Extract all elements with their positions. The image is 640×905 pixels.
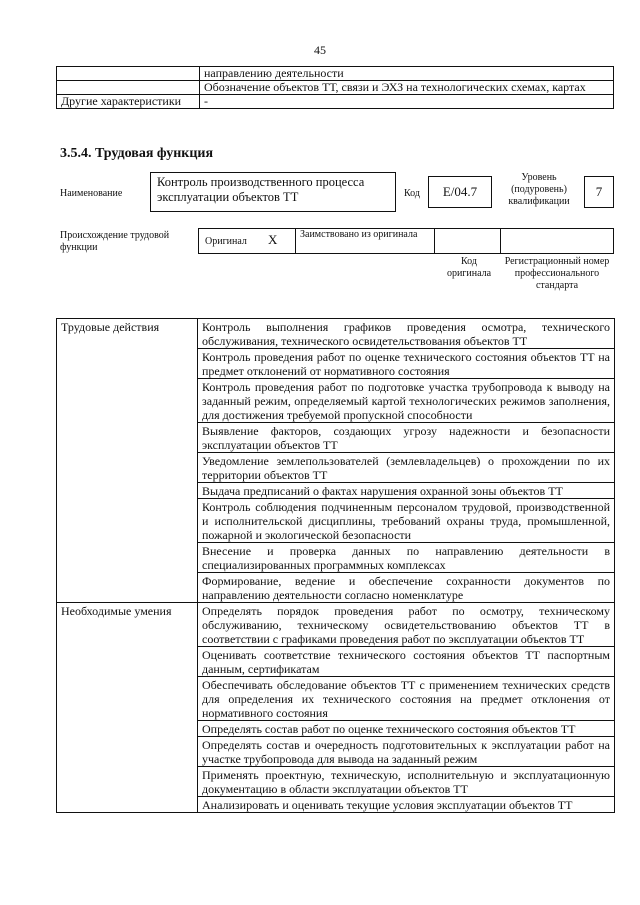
list-item: Внесение и проверка данных по направлению деятельности в специализированных программных комплексах — [198, 543, 615, 573]
list-item: Выдача предписаний о фактах нарушения охранной зоны объектов ТТ — [198, 483, 615, 499]
row-value-cell: - — [200, 95, 614, 109]
table-row — [57, 67, 614, 81]
list-item: Анализировать и оценивать текущие условия эксплуатации объектов ТТ — [198, 797, 615, 813]
section-label-cell: Необходимые умения — [57, 603, 198, 813]
origin-code-cell — [434, 228, 501, 254]
table-row — [57, 319, 615, 349]
list-item: Контроль соблюдения подчиненным персоналом трудовой, производственной и исполнительской дисциплины, требований охраны труда, промышленной, пожарной и экологической безопасности — [198, 499, 615, 543]
table-row — [57, 95, 614, 109]
borrowed-label: Заимствовано из оригинала — [300, 229, 418, 240]
labor-function-table — [56, 318, 615, 813]
list-item: Определять состав работ по оценке технического состояния объектов ТТ — [198, 721, 615, 737]
row-label-cell: Другие характеристики — [57, 95, 200, 109]
section-title: 3.5.4. Трудовая функция — [60, 146, 214, 161]
level-label: Уровень (подуровень) квалификации — [508, 172, 570, 207]
list-item: Уведомление землепользователей (землевладельцев) о прохождении по их территории объектов ТТ — [198, 453, 615, 483]
code-label: Код — [404, 188, 420, 199]
list-item: Определять состав и очередность подготовительных к эксплуатации работ на участке трубопровода для вывода на заданный режим — [198, 737, 615, 767]
list-item: Оценивать соответствие технического состояния объектов ТТ паспортным данным, сертификатам — [198, 647, 615, 677]
reg-number-caption: Регистрационный номер профессионального стандарта — [504, 256, 610, 291]
level-value-box: 7 — [584, 176, 614, 208]
table-row — [57, 81, 614, 95]
original-label: Оригинал — [205, 236, 247, 247]
continuation-table — [56, 66, 614, 109]
reg-number-cell — [500, 228, 614, 254]
code-original-caption: Код оригинала — [446, 256, 492, 279]
original-mark: X — [268, 232, 278, 247]
page-number: 45 — [314, 43, 326, 57]
row-value-cell: направлению деятельности — [200, 67, 614, 81]
section-label-cell: Трудовые действия — [57, 319, 198, 603]
table-row — [57, 603, 615, 647]
list-item: Контроль проведения работ по оценке технического состояния объектов ТТ на предмет отклонений от нормативного состояния — [198, 349, 615, 379]
list-item: Формирование, ведение и обеспечение сохранности документов по направлению деятельности согласно номенклатуре — [198, 573, 615, 603]
origin-label: Происхождение трудовой функции — [60, 230, 170, 253]
row-value-cell: Обозначение объектов ТТ, связи и ЭХЗ на технологических схемах, картах — [200, 81, 614, 95]
list-item: Обеспечивать обследование объектов ТТ с применением технических средств для определения их технического состояния на предмет отклонения от нормативного состояния — [198, 677, 615, 721]
list-item: Контроль проведения работ по подготовке участка трубопровода к выводу на заданный режим, определяемый картой технологических режимов заполнения, для достижения требуемой пропускной способности — [198, 379, 615, 423]
row-label-cell — [57, 67, 200, 81]
list-item: Применять проектную, техническую, исполнительную и эксплуатационную документацию в области эксплуатации объектов ТТ — [198, 767, 615, 797]
row-label-cell — [57, 81, 200, 95]
list-item: Определять порядок проведения работ по осмотру, техническому обслуживанию, техническому освидетельствованию объектов ТТ в соответствии с графиками проведения работ по эксплуатации объектов ТТ — [198, 603, 615, 647]
list-item: Выявление факторов, создающих угрозу надежности и безопасности эксплуатации объектов ТТ — [198, 423, 615, 453]
function-code-box: E/04.7 — [428, 176, 492, 208]
name-label: Наименование — [60, 188, 123, 199]
function-name-box: Контроль производственного процесса эксплуатации объектов ТТ — [150, 172, 396, 212]
list-item: Контроль выполнения графиков проведения осмотра, технического обслуживания, технического освидетельствования объектов ТТ — [198, 319, 615, 349]
